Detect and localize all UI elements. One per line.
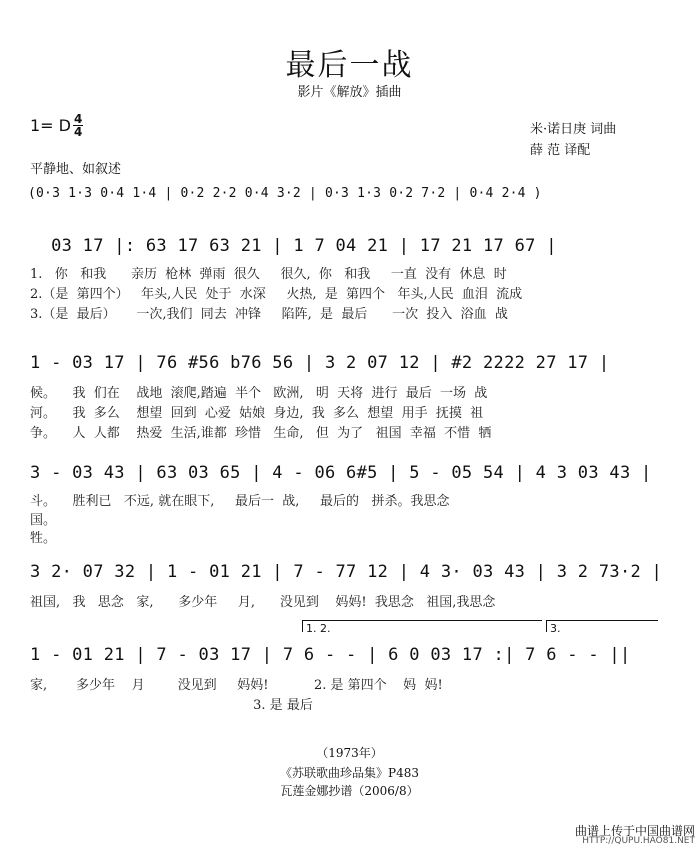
notation-line-2: 1 - 03 17 | 76 #56 b76 56 | 3 2 07 12 | #2 2222 27 17 | xyxy=(30,353,610,373)
lyric-line-2-verse-2: 河。 我 多么 想望 回到 心爱 姑娘 身边, 我 多么 想望 用手 抚摸 祖 xyxy=(30,406,484,421)
lyric-line-1-verse-1: 1. 你 和我 亲历 枪林 弹雨 很久 很久, 你 和我 一直 没有 休息 时 xyxy=(30,267,507,282)
song-subtitle: 影片《解放》插曲 xyxy=(297,85,402,100)
meter-top: 4 xyxy=(74,112,83,126)
watermark-text: 曲谱上传于中国曲谱网 xyxy=(574,824,695,838)
notation-line-1: 03 17 |: 63 17 63 21 | 1 7 04 21 | 17 21 17 67 | xyxy=(30,236,557,256)
intro-phrase: (0·3 1·3 0·4 1·4 | 0·2 2·2 0·4 3·2 | 0·3 1·3 0·2 7·2 | 0·4 2·4 ) xyxy=(28,186,542,201)
meter-bottom: 4 xyxy=(74,125,83,139)
footer-year: （1973年） xyxy=(316,746,383,760)
notation-line-3: 3 - 03 43 | 63 03 65 | 4 - 06 6#5 | 5 - 05 54 | 4 3 03 43 | xyxy=(30,463,652,483)
lyric-line-2-verse-3: 争。 人 人都 热爱 生活,谁都 珍惜 生命, 但 为了 祖国 幸福 不惜 牺 xyxy=(30,426,492,441)
lyric-line-1-verse-2: 2.（是 第四个） 年头,人民 处于 水深 火热, 是 第四个 年头,人民 血泪 流成 xyxy=(30,287,523,302)
lyric-line-5-verse-1: 家, 多少年 月 没见到 妈妈! 2. 是 第四个 妈 妈! xyxy=(30,678,443,693)
lyric-line-2-verse-1: 候。 我 们在 战地 滚爬,踏遍 半个 欧洲, 明 天将 进行 最后 一场 战 xyxy=(30,386,488,401)
lyric-line-3-verse-3: 牲。 xyxy=(30,531,57,546)
footer-transcriber: 瓦莲金娜抄谱（2006/8） xyxy=(280,784,419,798)
volta-bracket-1-2: 1. 2. xyxy=(302,620,542,632)
tempo-marking: 平静地、如叙述 xyxy=(30,162,122,177)
song-title: 最后一战 xyxy=(285,48,414,83)
composer-credit: 米·诺日庚 词曲 xyxy=(530,122,617,137)
footer-source: 《苏联歌曲珍品集》P483 xyxy=(280,766,419,780)
lyric-line-5-verse-2: 3. 是 最后 xyxy=(30,698,313,713)
watermark-url: HTTP://QUPU.HAO81.NET xyxy=(582,836,695,846)
translator-credit: 薛 范 译配 xyxy=(530,143,591,158)
lyric-line-1-verse-3: 3.（是 最后） 一次,我们 同去 冲锋 陷阵, 是 最后 一次 投入 浴血 战 xyxy=(30,307,508,322)
lyric-line-3-verse-1: 斗。 胜利已 不远, 就在眼下, 最后一 战, 最后的 拼杀。我思念 xyxy=(30,494,450,509)
lyric-line-3-verse-2: 国。 xyxy=(30,513,57,528)
key-signature: 1= D xyxy=(30,116,71,135)
lyric-line-4-verse-1: 祖国, 我 思念 家, 多少年 月, 没见到 妈妈! 我思念 祖国,我思念 xyxy=(30,595,496,610)
volta-bracket-3: 3. xyxy=(546,620,658,632)
notation-line-4: 3 2· 07 32 | 1 - 01 21 | 7 - 77 12 | 4 3· 03 43 | 3 2 73·2 | xyxy=(30,562,663,582)
notation-line-5: 1 - 01 21 | 7 - 03 17 | 7 6 - - | 6 0 03 17 :| 7 6 - - || xyxy=(30,645,631,665)
time-signature xyxy=(73,113,83,138)
